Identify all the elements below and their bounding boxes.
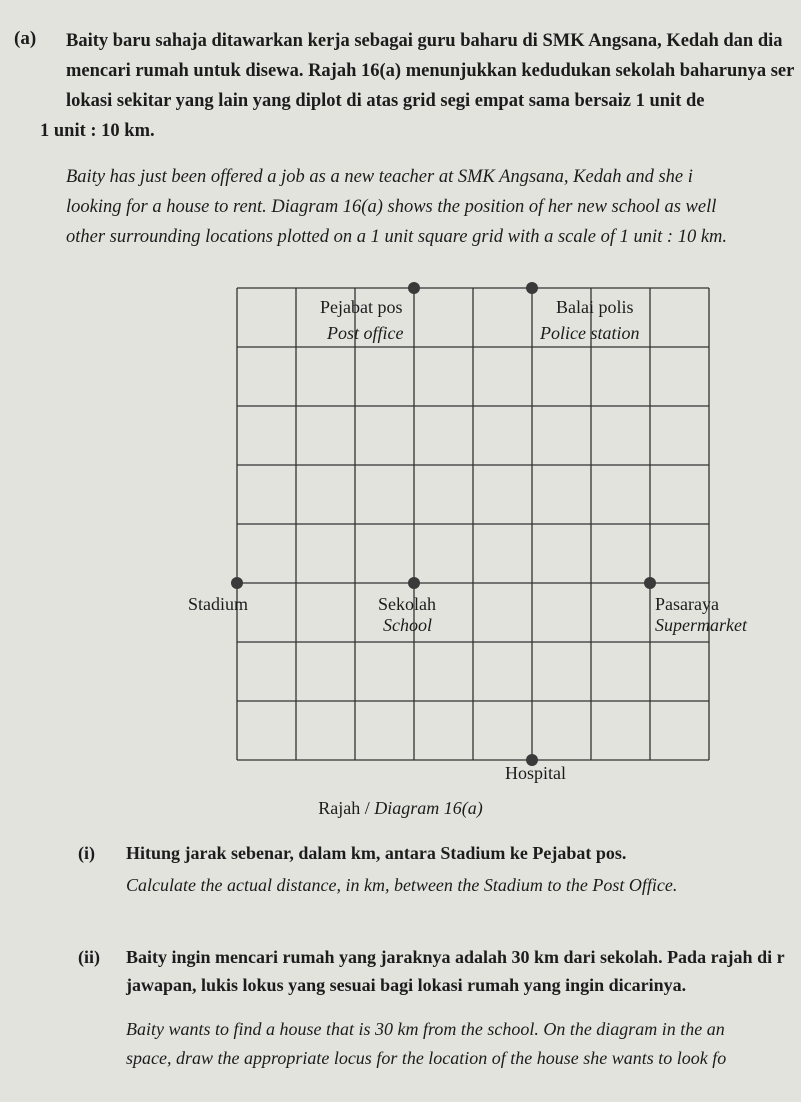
- police-station-dot: [526, 282, 538, 294]
- grid-lines: [237, 288, 709, 760]
- malay-line-1: Baity baru sahaja ditawarkan kerja sebagai guru baharu di SMK Angsana, Kedah dan dia: [66, 31, 783, 51]
- caption-english: Diagram: [374, 798, 440, 818]
- supermarket-label-english: Supermarket: [655, 615, 747, 635]
- part-ii-malay-line-1: Baity ingin mencari rumah yang jaraknya adalah 30 km dari sekolah. Pada rajah di r: [126, 947, 785, 967]
- school-label-malay: Sekolah: [378, 594, 436, 614]
- part-ii-english-line-1: Baity wants to find a house that is 30 km from the school. On the diagram in the an: [126, 1019, 725, 1039]
- caption-number: 16(a): [439, 798, 483, 818]
- hospital-label: Hospital: [505, 763, 566, 783]
- police-station-label-english: Police station: [540, 323, 640, 343]
- post-office-label-malay: Pejabat pos: [320, 297, 403, 317]
- malay-line-3: lokasi sekitar yang lain yang diplot di atas grid segi empat sama bersaiz 1 unit de: [66, 91, 705, 111]
- supermarket-dot: [644, 577, 656, 589]
- stadium-label: Stadium: [188, 594, 249, 614]
- malay-line-4: 1 unit : 10 km.: [40, 121, 155, 141]
- supermarket-label-malay: Pasaraya: [655, 594, 719, 614]
- question-label: (a): [14, 28, 37, 49]
- english-line-1: Baity has just been offered a job as a new teacher at SMK Angsana, Kedah and she i: [66, 167, 693, 187]
- school-dot: [408, 577, 420, 589]
- caption-malay: Rajah /: [318, 798, 375, 818]
- malay-line-2: mencari rumah untuk disewa. Rajah 16(a) menunjukkan kedudukan sekolah baharunya ser: [66, 61, 795, 81]
- part-ii-malay-line-2: jawapan, lukis lokus yang sesuai bagi lokasi rumah yang ingin dicarinya.: [126, 975, 687, 995]
- part-i-english: Calculate the actual distance, in km, between the Stadium to the Post Office.: [126, 875, 678, 895]
- school-label-english: School: [383, 615, 432, 635]
- part-i-malay: Hitung jarak sebenar, dalam km, antara Stadium ke Pejabat pos.: [126, 843, 627, 863]
- police-station-label-malay: Balai polis: [556, 297, 634, 317]
- english-line-3: other surrounding locations plotted on a 1 unit square grid with a scale of 1 unit : 10 km.: [66, 227, 728, 247]
- post-office-label-english: Post office: [327, 323, 404, 343]
- part-i-label: (i): [78, 843, 95, 863]
- part-ii-english-line-2: space, draw the appropriate locus for the location of the house she wants to look fo: [126, 1048, 727, 1068]
- stadium-dot: [231, 577, 243, 589]
- part-ii-label: (ii): [78, 947, 100, 967]
- english-line-2: looking for a house to rent. Diagram 16(a) shows the position of her new school as well: [66, 197, 717, 217]
- post-office-dot: [408, 282, 420, 294]
- diagram-caption: [0, 798, 801, 819]
